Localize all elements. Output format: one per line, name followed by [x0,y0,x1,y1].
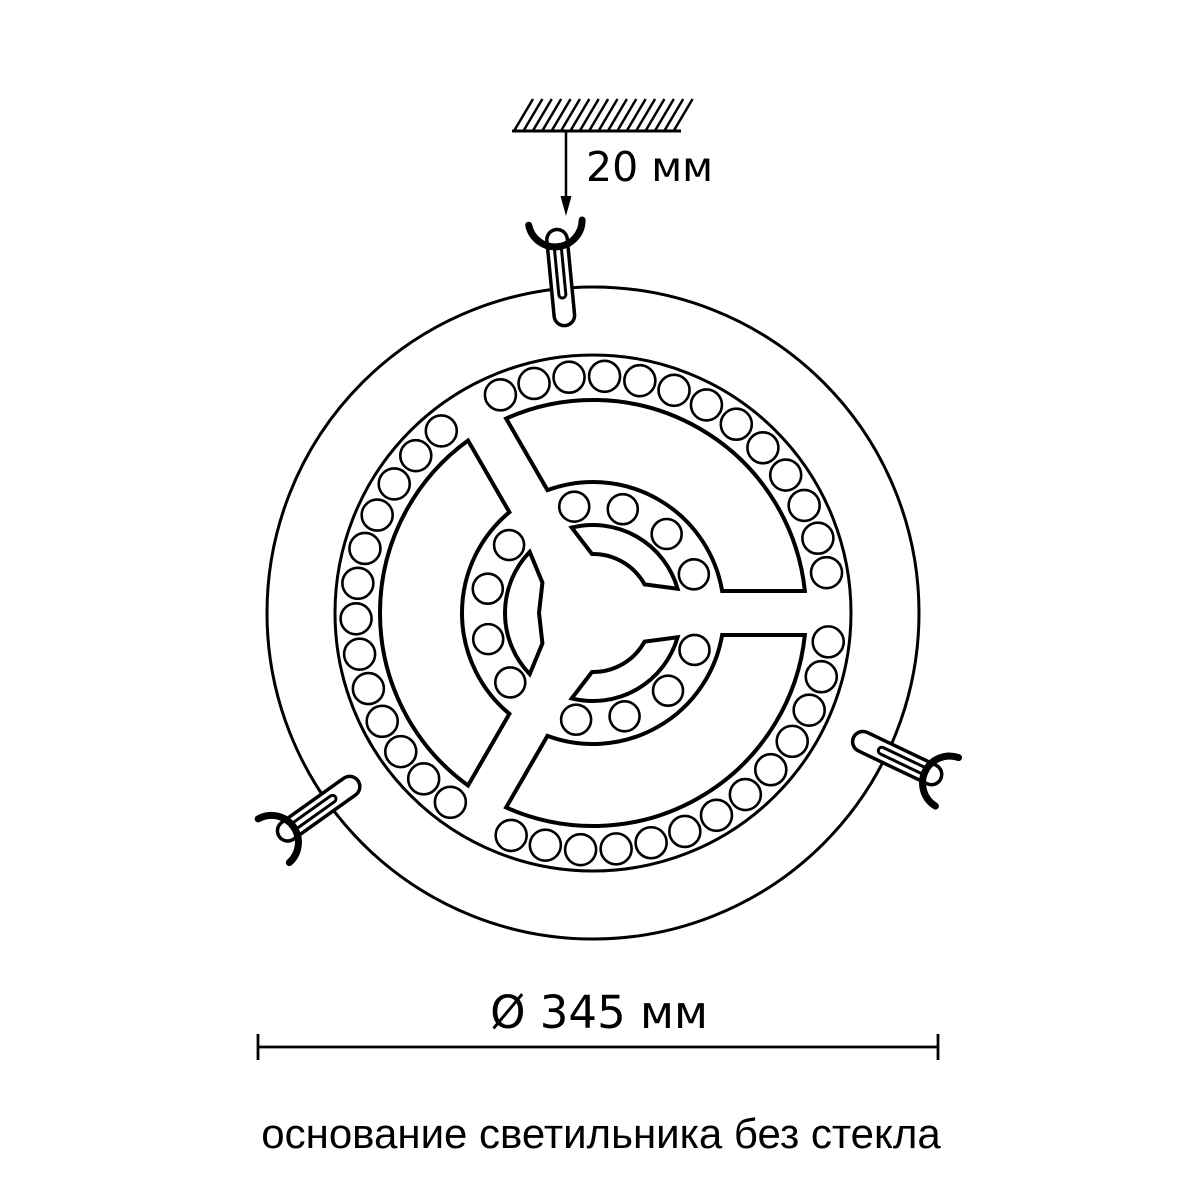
hatch-stroke [589,99,608,131]
led-circle [362,500,393,531]
ceiling-hatch-symbol [512,99,693,131]
gap-dimension-label: 20 мм [586,143,714,191]
led-circle [379,468,410,499]
led-circle [608,494,638,524]
led-circle [669,816,700,847]
gap-dimension-arrow [561,131,572,216]
led-circle [349,533,380,564]
led-circle [636,827,667,858]
hatch-stroke [561,99,580,131]
arrow-head [561,196,572,216]
hatch-stroke [636,99,655,131]
hatch-stroke [523,99,542,131]
hatch-stroke [570,99,589,131]
led-circle [473,574,503,604]
led-circle [495,667,525,697]
led-circle [341,603,372,634]
led-circle [344,639,375,670]
center-arc-segment [505,552,542,674]
led-circle [652,519,682,549]
reflector-plates [380,400,805,826]
led-circle [701,800,732,831]
hatch-stroke [599,99,618,131]
hatch-stroke [514,99,533,131]
hatch-stroke [655,99,674,131]
hatch-stroke [608,99,627,131]
led-circle [485,379,516,410]
led-circle [435,787,466,818]
mount-clip [529,220,582,315]
led-circle [806,661,837,692]
led-circle [530,830,561,861]
led-circle [601,833,632,864]
hatch-stroke [627,99,646,131]
led-circle [496,820,527,851]
led-circle [610,701,640,731]
led-circle [559,492,589,522]
led-circle [554,362,585,393]
center-arc-segments [505,525,678,701]
led-circle [653,676,683,706]
hatch-stroke [552,99,571,131]
led-circle [679,635,709,665]
led-circle [794,695,825,726]
hatch-stroke [617,99,636,131]
led-circle [813,626,844,657]
led-circle [342,568,373,599]
led-circle [408,763,439,794]
led-circle [755,754,786,785]
led-circle [624,365,655,396]
hatch-stroke [580,99,599,131]
hatch-stroke [533,99,552,131]
led-circle [400,440,431,471]
led-circle [494,530,524,560]
hatch-stroke [645,99,664,131]
led-circle [565,834,596,865]
led-circle [691,389,722,420]
led-circle [353,673,384,704]
led-circle [659,375,690,406]
led-circle [426,415,457,446]
led-circle [789,490,820,521]
led-circle [747,432,778,463]
led-circle [679,559,709,589]
led-circle [777,726,808,757]
led-circle [811,557,842,588]
led-circle [519,368,550,399]
led-circle [385,736,416,767]
diameter-label: Ø 345 мм [490,986,708,1039]
led-circle [589,361,620,392]
hatch-stroke [674,99,693,131]
hatch-stroke [542,99,561,131]
led-circle [802,523,833,554]
led-circle [473,624,503,654]
led-circle [721,409,752,440]
led-circle [770,460,801,491]
hatch-stroke [664,99,683,131]
caption-label: основание светильника без стекла [261,1110,941,1157]
led-circle [730,779,761,810]
led-circle [561,705,591,735]
mount-clip [258,787,349,863]
led-circle [367,706,398,737]
